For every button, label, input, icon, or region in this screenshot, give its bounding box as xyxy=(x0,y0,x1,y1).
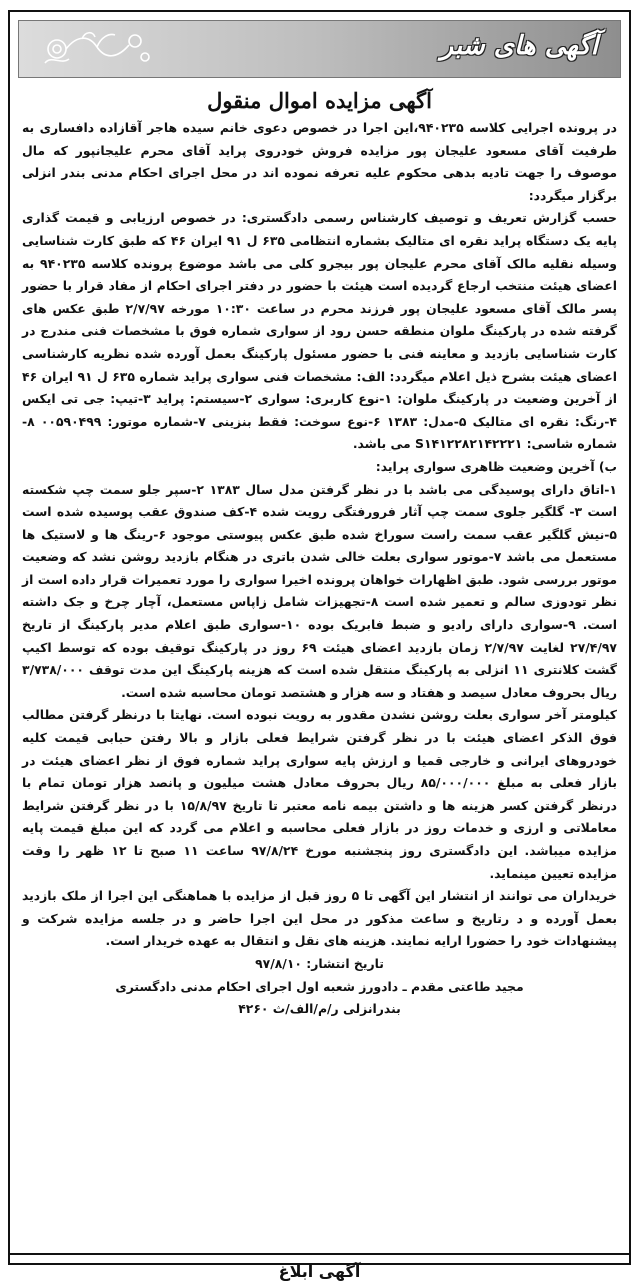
notice-paragraph: خریداران می توانند از انتشار این آگهی تا ۵ روز قبل از مزایده با هماهنگی این اجرا از ملک بازدید بعمل آورده و د رتاریخ و ساعت مذکور در محل این اجرا حاضر و در جلسه مزایده شرکت و پیشنهادات خود را حضورا ارایه نمایند. هزینه های نقل و انتقال به عهده خریدار است. xyxy=(22,888,617,949)
notice-paragraph: ۱-اتاق دارای پوسیدگی می باشد با در نظر گرفتن مدل سال ۱۳۸۳ ۲-سپر جلو سمت چپ شکسته است ۳- گلگیر جلوی سمت چپ آثار فرورفتگی رویت شده ۴-کف صندوق عقب پوسیده شده است ۵-نیش گلگیر عقب سمت راست سوراخ شده طبق عکس پیوستی موجود ۶-رینگ ها و لاستیک ها مستعمل می باشد ۷-موتور سواری بعلت خالی شدن باتری در هنگام بازدید روشن نشد که وضعیت موتور بررسی شود. طبق اظهارات خواهان پرونده اخیرا سواری را مورد تعمیرات قرار داده است از نظر تودوزی سالم و تعمیر شده است ۸-تجهیزات شامل زاپاس مستعمل، آچار چرخ و جک داشته است. ۹-سواری دارای رادیو و ضبط فابریک بوده ۱۰-سواری طبق اعلام مدیر پارکینگ از تاریخ ۲۷/۴/۹۷ لغایت ۲/۷/۹۷ زمان بازدید اعضای هیئت ۶۹ روز در پارکینگ توقیف بوده که توسط اکیپ گشت کلانتری ۱۱ انزلی به پارکینگ منتقل شده است که هزینه پارکینگ این مدت توقف ۳/۷۳۸/۰۰۰ ریال بحروف معادل سیصد و هفتاد و سه هزار و هشتصد تومان محاسبه شده است. xyxy=(22,481,617,700)
next-notice-title: آگهی ابلاغ xyxy=(278,1262,361,1281)
notice-paragraph: حسب گزارش تعریف و توصیف کارشناس رسمی دادگستری: در خصوص ارزیابی و قیمت گذاری پایه یک دستگاه پراید نقره ای متالیک بشماره انتظامی ۶۳۵ ل ۹۱ ایران ۴۶ که طبق کارت شناسایی وسیله نقلیه مالک آقای محرم علیجان پور بیجرو کلی می باشد موضوع پرونده کلاسه ۹۴۰۲۳۵ به اعضای هیئت منتخب ارجاع گردیده است هیئت با حضور در دفتر اجرای احکام از مفاد قرار با حضور پسر مالک آقای مسعود علیجان پور فرزند محرم در ساعت ۱۰:۳۰ مورخه ۲/۷/۹۷ طبق عکس های گرفته شده در پارکینگ ملوان منطقه حسن رود از سواری شماره فوق با مشخصات فنی مندرج در کارت شناسایی بازدید و معاینه فنی با حضور مسئول پارکینگ بعمل آورده شده نظریه کارشناسی اعضای هیئت بشرح ذیل اعلام میگردد: الف: مشخصات فنی سواری پراید شماره ۶۳۵ ل ۹۱ ایران ۴۶ از آخرین وضعیت در پارکینگ ملوان: ۱-نوع کاربری: سواری ۲-سیستم: پراید ۳-تیپ: جی تی ایکس ۴-رنگ: نقره ای متالیک ۵-مدل: ۱۳۸۳ ۶-نوع سوخت: فقط بنزینی ۷-شماره موتور: ۰۰۵۹۰۴۹۹ ۸-شماره شاسی: S۱۴۱۲۲۸۲۱۴۲۲۲۱ می باشد. xyxy=(22,210,617,452)
notice-frame xyxy=(8,10,631,1265)
notice-paragraph: کیلومتر آخر سواری بعلت روشن نشدن مقدور به رویت نبوده است. نهایتا با درنظر گرفتن مطالب فوق الذکر اعضای هیئت با در نظر گرفتن شرایط فعلی بازار و بالا رفتن حبابی قیمت کلیه خودروهای ایرانی و خارجی قمیا و ارزش پایه سواری پراید شماره فوق از نظر اعضای هیئت در بازار فعلی به مبلغ ۸۵/۰۰۰/۰۰۰ ریال بحروف معادل هشت میلیون و پانصد هزار تومان تمام با درنظر گرفتن کسر هزینه ها و داشتن بیمه نامه معتبر تا تاریخ ۱۵/۸/۹۷ با در نظر گرفتن شرایط معاملاتی و ارزی و خدمات روز در بازار فعلی محاسبه و اعلام می گردد که این مبلغ قیمت پایه مزایده میباشد. این دادگستری روز پنجشنبه مورخ ۹۷/۸/۲۴ ساعت ۱۱ صبح تا ۱۲ ظهر را وقت مزایده تعیین مینماید. xyxy=(22,707,618,881)
notice-body xyxy=(10,117,629,953)
newspaper-banner xyxy=(18,20,621,78)
banner-title: آگهی های شبر xyxy=(440,31,598,61)
notice-title: آگهی مزایده اموال منقول xyxy=(207,88,432,113)
office-reference: بندرانزلی ر/م/الف/ث ۴۲۶۰ xyxy=(238,1001,401,1017)
notice-paragraph: ب) آخرین وضعیت ظاهری سواری پراید: xyxy=(375,458,617,474)
publish-date: تاریخ انتشار: ۹۷/۸/۱۰ xyxy=(255,955,384,971)
signature: مجید طاعتی مقدم ـ دادورز شعبه اول اجرای احکام مدنی دادگستری xyxy=(115,978,524,994)
notice-paragraph: در پرونده اجرایی کلاسه ۹۴۰۲۳۵،این اجرا در خصوص دعوی خانم سیده هاجر آقازاده دافساری به طرفیت آقای مسعود علیجان پور مزایده فروش خودروی پراید آقای محرم علیجانپور که مال موصوف را جهت تادیه بدهی محکوم علیه تعرفه نموده اند در محل اجرای احکام مدنی بندر انزلی برگزار میگردد: xyxy=(22,120,617,203)
floral-ornament-icon xyxy=(37,25,157,73)
